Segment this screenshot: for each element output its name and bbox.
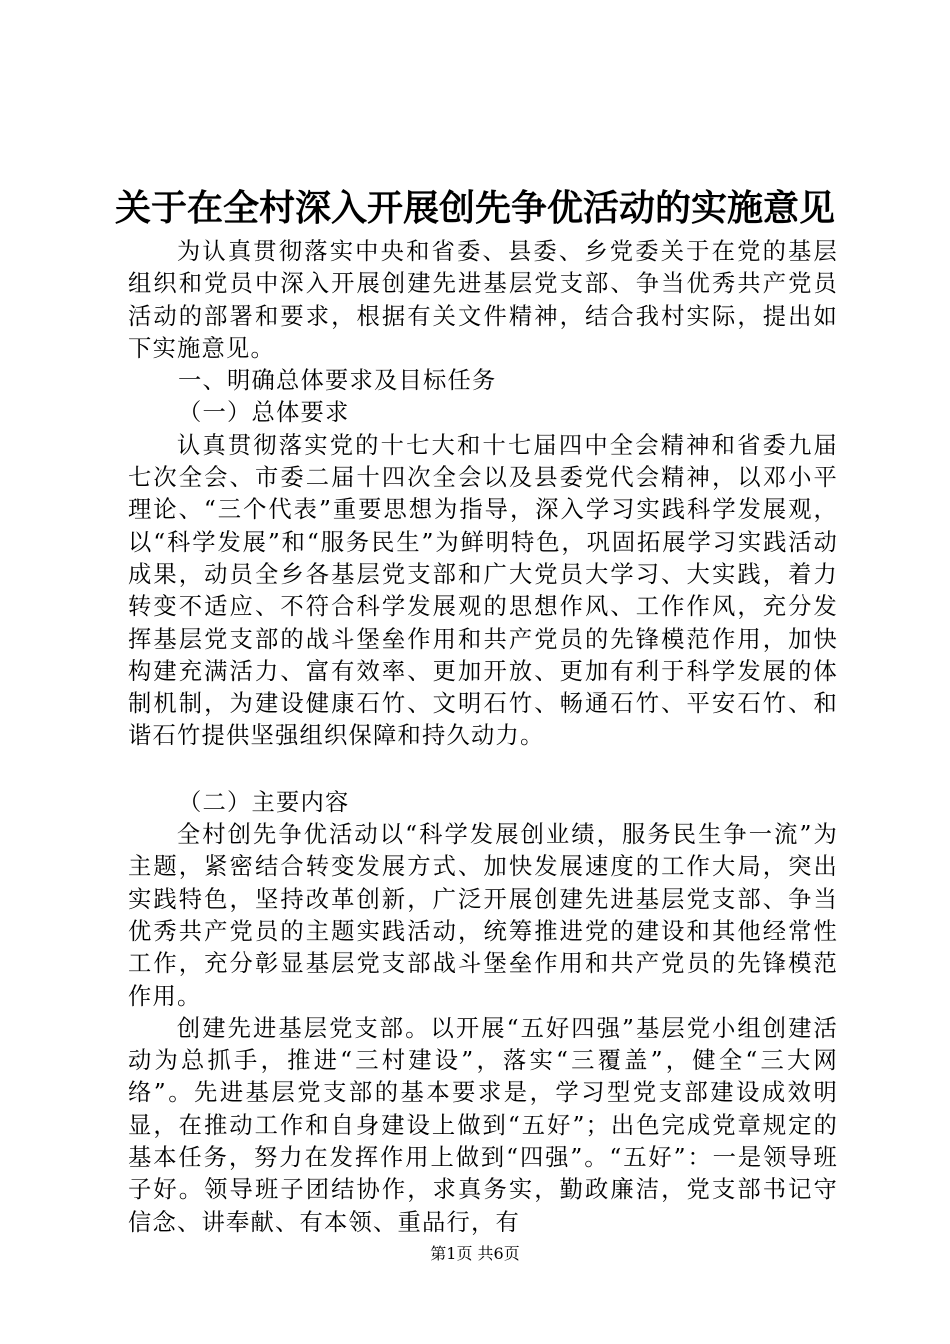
main-content-paragraph: 全村创先争优活动以“科学发展创业绩，服务民生争一流”为主题，紧密结合转变发展方式、加快发展速度的工作大局，突出实践特色，坚持改革创新，广泛开展创建先进基层党支部、争当优秀共产党员的主题实践活动，统筹推进党的建设和其他经常性工作，充分彰显基层党支部战斗堡垒作用和共产党员的先锋模范作用。 [128,821,838,1010]
paragraph-gap [128,753,838,787]
document-body [128,236,838,1239]
page-footer: 第1页 共6页 [430,1244,520,1263]
document-title: 关于在全村深入开展创先争优活动的实施意见 [114,188,835,229]
intro-paragraph: 为认真贯彻落实中央和省委、县委、乡党委关于在党的基层组织和党员中深入开展创建先进基层党支部、争当优秀共产党员活动的部署和要求，根据有关文件精神，结合我村实际，提出如下实施意见。 [128,238,838,362]
advanced-branch-paragraph: 创建先进基层党支部。以开展“五好四强”基层党小组创建活动为总抓手，推进“三村建设”，落实“三覆盖”，健全“三大网络”。先进基层党支部的基本要求是，学习型党支部建设成效明显，在推动工作和自身建设上做到“五好”；出色完成党章规定的基本任务，努力在发挥作用上做到“四强”。“五好”：一是领导班子好。领导班子团结协作，求真务实，勤政廉洁，党支部书记守信念、讲奉献、有本领、重品行，有 [128,1014,838,1236]
section-heading-1: 一、明确总体要求及目标任务 [178,367,497,395]
subsection-heading-2: （二）主要内容 [178,788,350,816]
general-requirements-paragraph: 认真贯彻落实党的十七大和十七届四中全会精神和省委九届七次全会、市委二届十四次全会以及县委党代会精神，以邓小平理论、“三个代表”重要思想为指导，深入学习实践科学发展观，以“科学发展”和“服务民生”为鲜明特色，巩固拓展学习实践活动成果，动员全乡各基层党支部和广大党员大学习、大实践，着力转变不适应、不符合科学发展观的思想作风、工作作风，充分发挥基层党支部的战斗堡垒作用和共产党员的先锋模范作用，加快构建充满活力、富有效率、更加开放、更加有利于科学发展的体制机制，为建设健康石竹、文明石竹、畅通石竹、平安石竹、和谐石竹提供坚强组织保障和持久动力。 [128,431,838,750]
subsection-heading-1: （一）总体要求 [178,399,350,427]
